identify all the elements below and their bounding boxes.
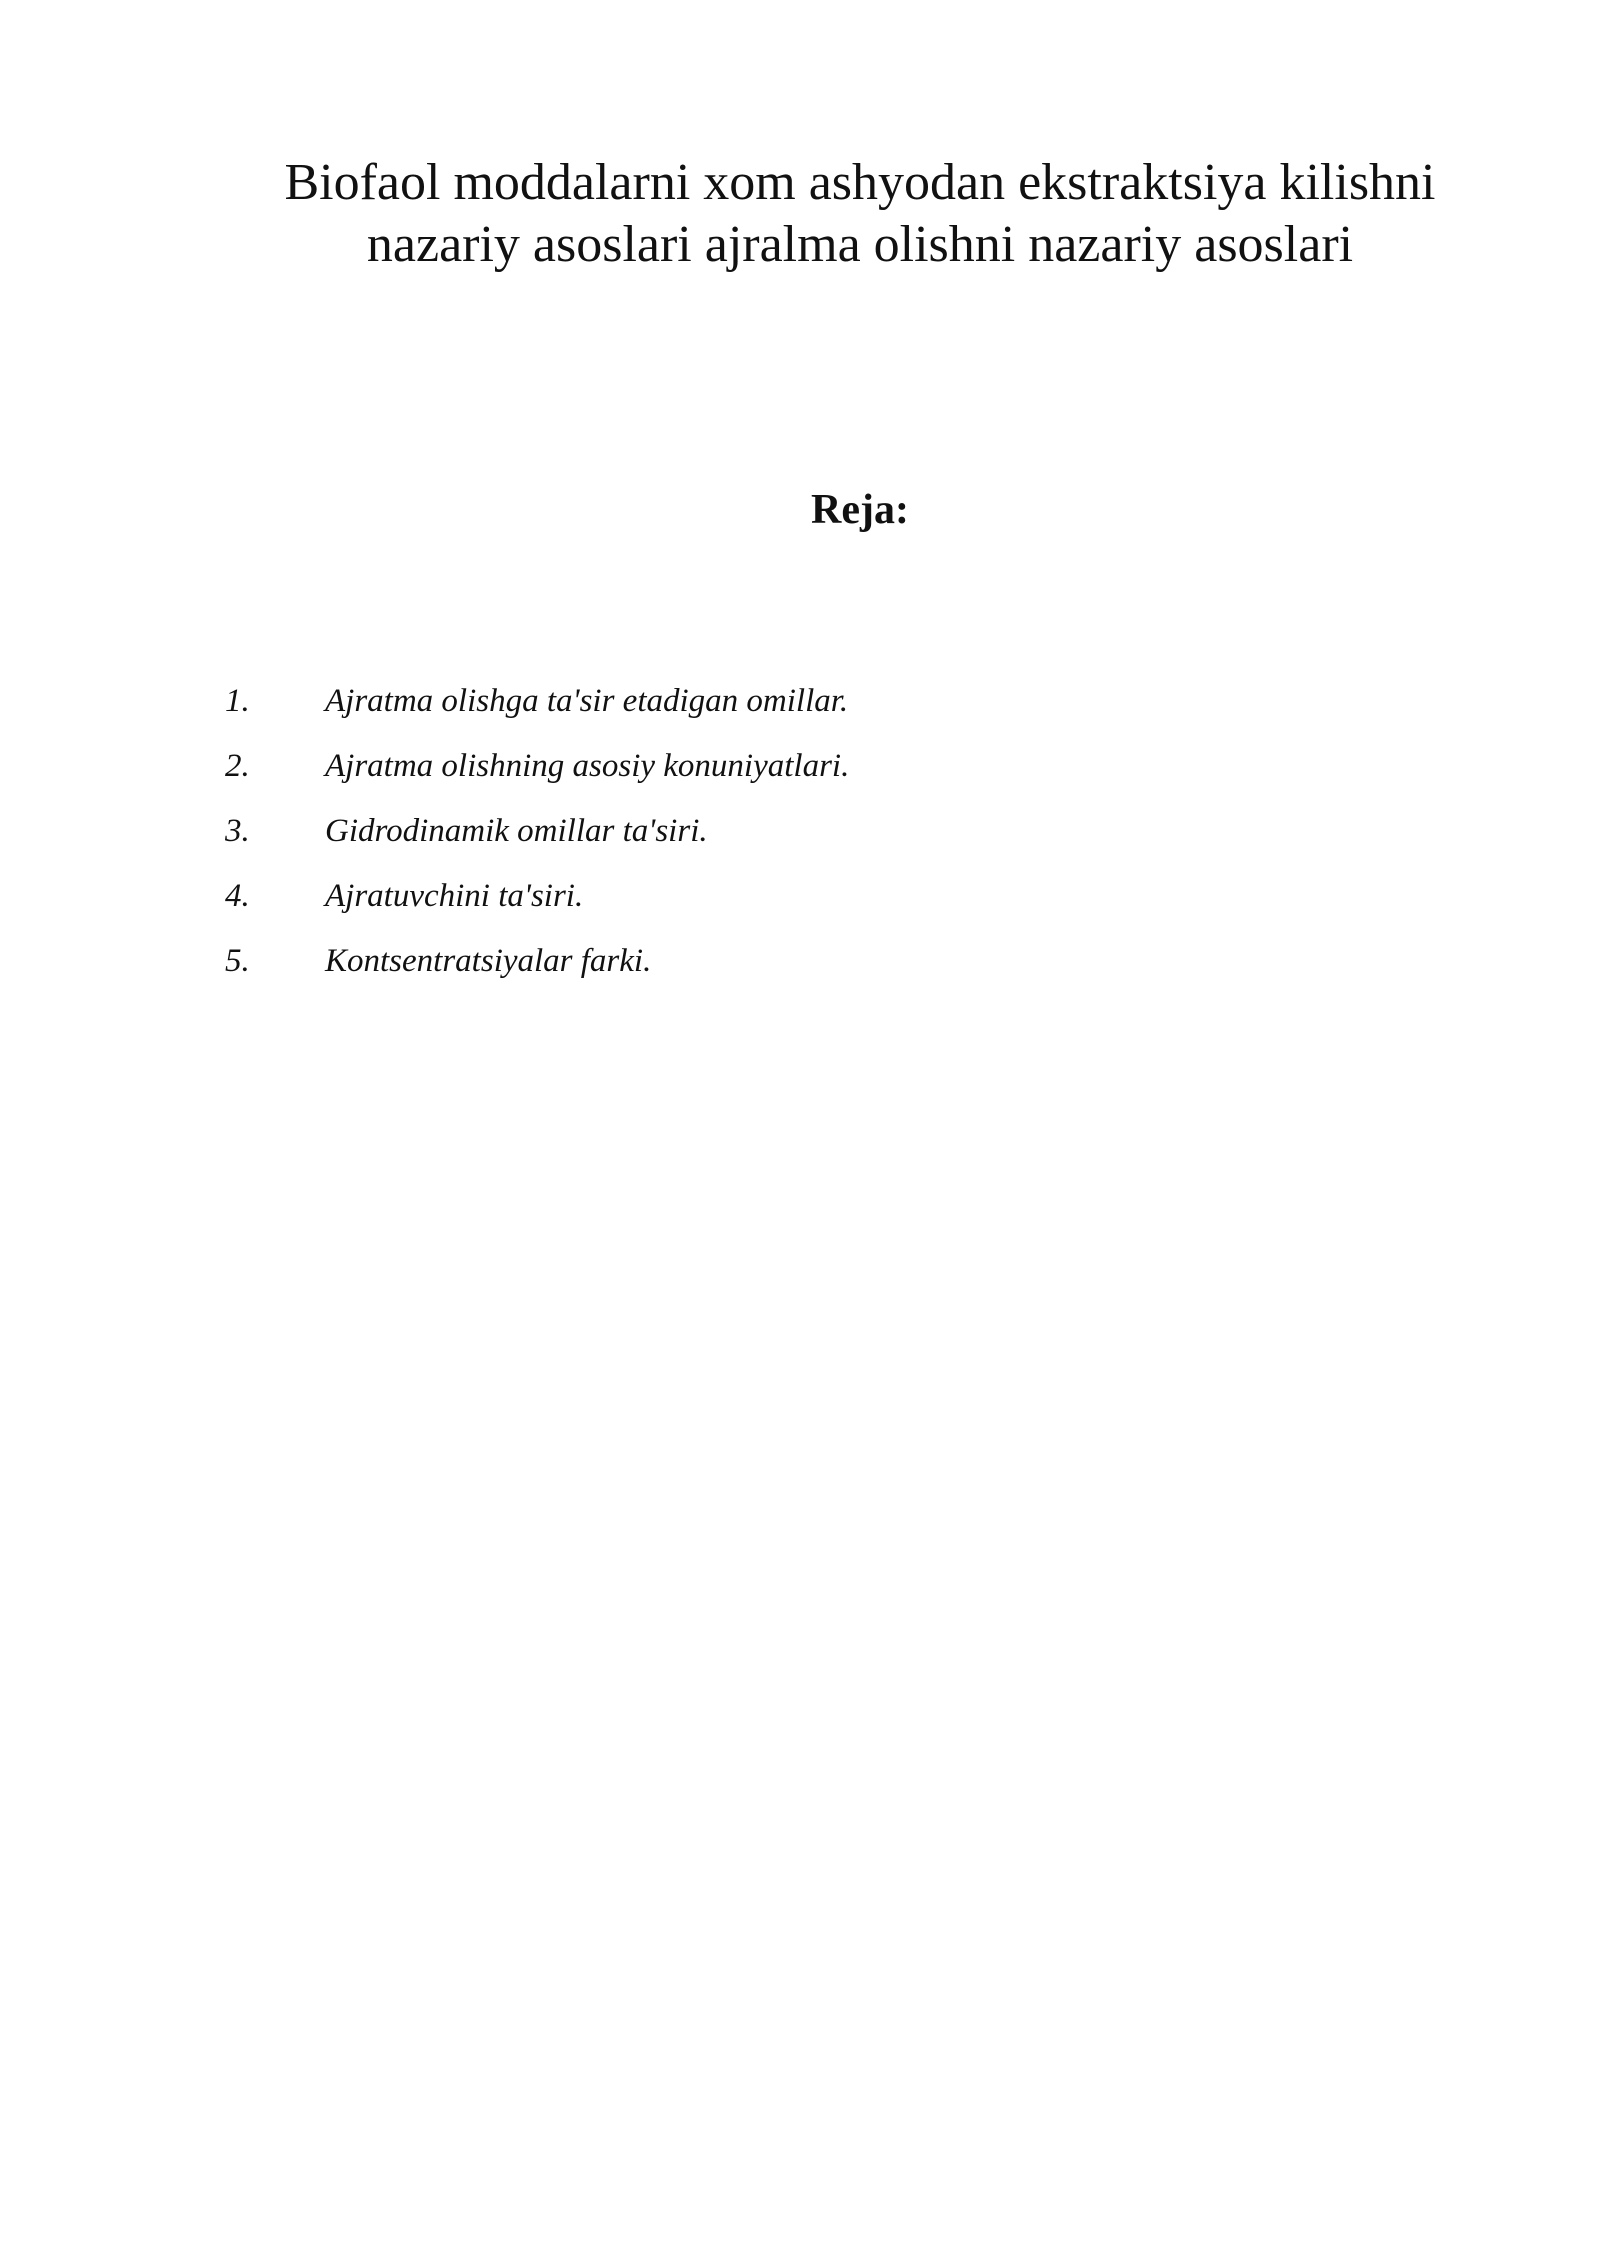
plan-item bbox=[225, 733, 849, 798]
plan-item-text: Kontsentratsiyalar farki. bbox=[325, 942, 652, 979]
plan-item bbox=[225, 863, 849, 928]
plan-item-number: 5. bbox=[225, 942, 250, 979]
plan-item-text: Ajratma olishga ta'sir etadigan omillar. bbox=[325, 682, 849, 719]
plan-item-number: 4. bbox=[225, 877, 250, 914]
plan-item-text: Gidrodinamik omillar ta'siri. bbox=[325, 812, 708, 849]
plan-item bbox=[225, 668, 849, 733]
plan-heading: Reja: bbox=[811, 487, 909, 533]
plan-item bbox=[225, 798, 849, 863]
plan-item-number: 1. bbox=[225, 682, 250, 719]
plan-item bbox=[225, 928, 849, 993]
plan-list bbox=[225, 668, 849, 993]
plan-item-number: 3. bbox=[225, 812, 250, 849]
plan-item-text: Ajratma olishning asosiy konuniyatlari. bbox=[325, 747, 850, 784]
plan-item-text: Ajratuvchini ta'siri. bbox=[325, 877, 584, 914]
document-title: Biofaol moddalarni xom ashyodan ekstraktsiya kilishni nazariy asoslari ajralma olishni nazariy asoslari bbox=[284, 154, 1436, 273]
plan-item-number: 2. bbox=[225, 747, 250, 784]
